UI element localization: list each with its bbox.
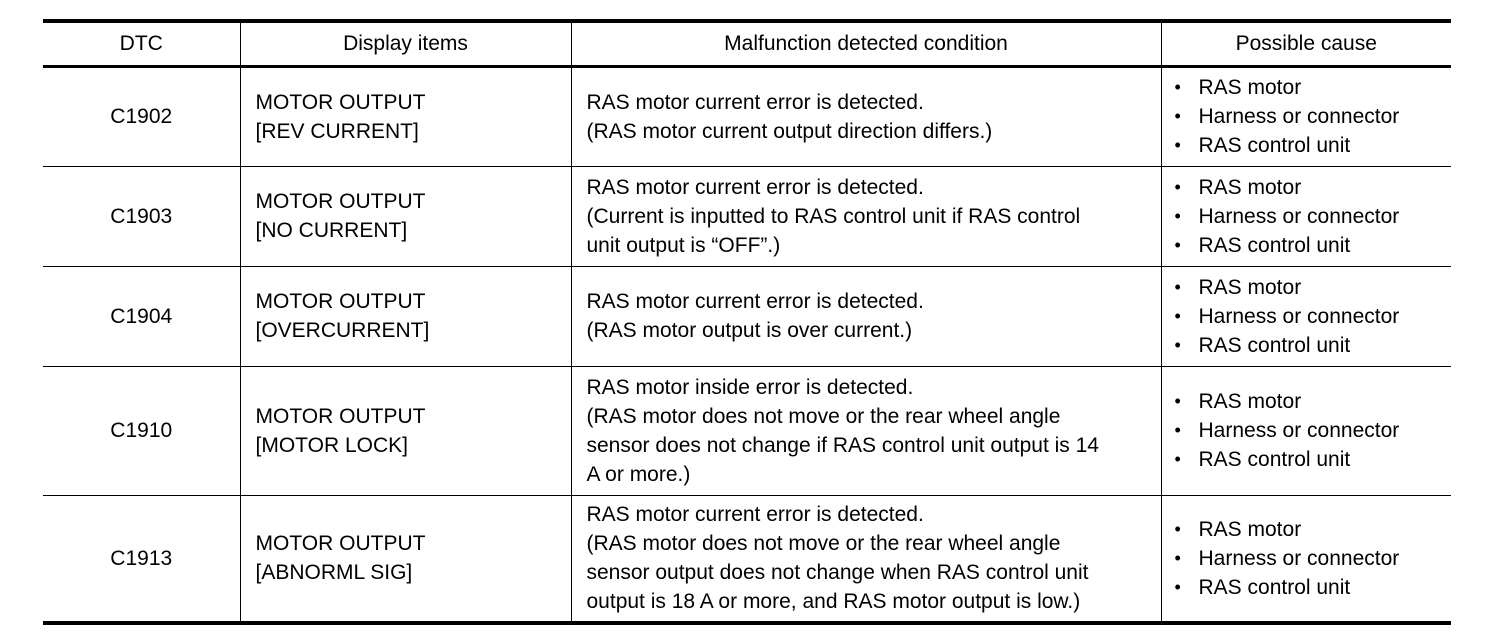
condition-cell bbox=[571, 495, 1161, 623]
condition-line: (RAS motor does not move or the rear wheel angle bbox=[586, 404, 1061, 428]
cause-item: • RAS control unit bbox=[1175, 331, 1452, 360]
cause-item: • Harness or connector bbox=[1175, 202, 1452, 231]
table-row bbox=[43, 495, 1451, 623]
cause-item: • RAS motor bbox=[1175, 515, 1452, 544]
condition-line: sensor does not change if RAS control unit output is 14 bbox=[586, 433, 1099, 457]
display-item-line: MOTOR OUTPUT bbox=[255, 90, 426, 114]
cause-item: • RAS control unit bbox=[1175, 445, 1452, 474]
cause-list bbox=[1175, 173, 1452, 260]
condition-line: RAS motor current error is detected. bbox=[586, 175, 924, 199]
display-item-line: MOTOR OUTPUT bbox=[255, 290, 426, 313]
display-item-line: [OVERCURRENT] bbox=[255, 319, 430, 342]
possible-cause-cell bbox=[1161, 266, 1451, 366]
table-body bbox=[43, 66, 1451, 623]
cause-item: • Harness or connector bbox=[1175, 102, 1452, 131]
header-display-items: Display items bbox=[240, 21, 571, 66]
dtc-code: C1913 bbox=[43, 495, 240, 623]
condition-cell bbox=[571, 366, 1161, 495]
cause-item: • RAS control unit bbox=[1175, 131, 1452, 160]
possible-cause-cell bbox=[1161, 166, 1451, 266]
table-row bbox=[43, 66, 1451, 166]
table-row bbox=[43, 366, 1451, 495]
dtc-code: C1910 bbox=[43, 366, 240, 495]
cause-item: • RAS motor bbox=[1175, 387, 1452, 416]
condition-line: RAS motor current error is detected. bbox=[586, 290, 924, 313]
cause-item: • Harness or connector bbox=[1175, 416, 1452, 445]
condition-line: (RAS motor current output direction differs.) bbox=[586, 119, 993, 143]
cause-list bbox=[1175, 73, 1452, 160]
dtc-table bbox=[43, 19, 1451, 625]
condition-line: (Current is inputted to RAS control unit if RAS control bbox=[586, 204, 1081, 228]
table-header bbox=[43, 21, 1451, 66]
condition-line: RAS motor current error is detected. bbox=[586, 503, 924, 527]
condition-line: RAS motor inside error is detected. bbox=[586, 375, 914, 399]
condition-line: sensor output does not change when RAS control unit bbox=[586, 561, 1089, 585]
display-item-line: [NO CURRENT] bbox=[255, 219, 408, 242]
condition-line: (RAS motor does not move or the rear wheel angle bbox=[586, 532, 1061, 556]
display-item-line: [ABNORML SIG] bbox=[255, 561, 413, 585]
cause-item: • RAS control unit bbox=[1175, 231, 1452, 260]
cause-list bbox=[1175, 387, 1452, 474]
display-items-cell bbox=[240, 266, 571, 366]
display-items-cell bbox=[240, 366, 571, 495]
table-row bbox=[43, 166, 1451, 266]
display-item-line: MOTOR OUTPUT bbox=[255, 532, 426, 556]
possible-cause-cell bbox=[1161, 495, 1451, 623]
display-items-cell bbox=[240, 495, 571, 623]
cause-item: • RAS motor bbox=[1175, 173, 1452, 202]
condition-cell bbox=[571, 266, 1161, 366]
cause-item: • Harness or connector bbox=[1175, 302, 1452, 331]
possible-cause-cell bbox=[1161, 66, 1451, 166]
condition-cell bbox=[571, 66, 1161, 166]
cause-item: • Harness or connector bbox=[1175, 544, 1452, 573]
display-item-line: [REV CURRENT] bbox=[255, 119, 419, 143]
dtc-code: C1904 bbox=[43, 266, 240, 366]
cause-item: • RAS motor bbox=[1175, 273, 1452, 302]
dtc-table-container bbox=[43, 19, 1451, 625]
header-malfunction-condition: Malfunction detected condition bbox=[571, 21, 1161, 66]
dtc-code: C1902 bbox=[43, 66, 240, 166]
condition-line: RAS motor current error is detected. bbox=[586, 90, 924, 114]
condition-cell bbox=[571, 166, 1161, 266]
table-row bbox=[43, 266, 1451, 366]
display-items-cell bbox=[240, 166, 571, 266]
cause-item: • RAS control unit bbox=[1175, 573, 1452, 602]
condition-line: output is 18 A or more, and RAS motor output is low.) bbox=[586, 590, 1081, 614]
cause-item: • RAS motor bbox=[1175, 73, 1452, 102]
header-possible-cause: Possible cause bbox=[1161, 21, 1451, 66]
condition-line: A or more.) bbox=[586, 462, 691, 486]
possible-cause-cell bbox=[1161, 366, 1451, 495]
display-item-line: MOTOR OUTPUT bbox=[255, 404, 426, 428]
dtc-code: C1903 bbox=[43, 166, 240, 266]
display-items-cell bbox=[240, 66, 571, 166]
cause-list bbox=[1175, 515, 1452, 602]
header-row bbox=[43, 21, 1451, 66]
display-item-line: [MOTOR LOCK] bbox=[255, 433, 408, 457]
condition-line: (RAS motor output is over current.) bbox=[586, 319, 913, 342]
cause-list bbox=[1175, 273, 1452, 360]
display-item-line: MOTOR OUTPUT bbox=[255, 190, 426, 213]
condition-line: unit output is “OFF”.) bbox=[586, 233, 781, 257]
header-dtc: DTC bbox=[43, 21, 240, 66]
